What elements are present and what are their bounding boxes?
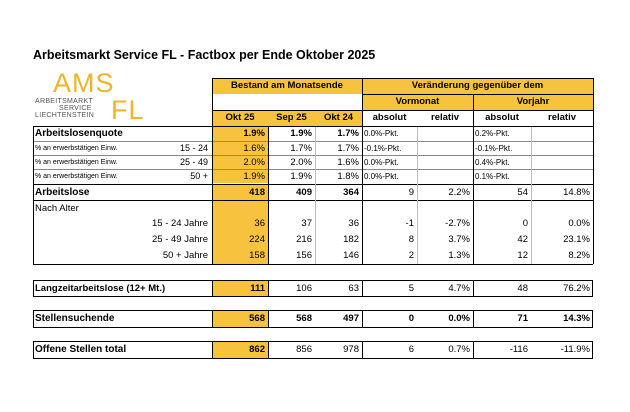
cell-arbeitslose-vm-rel: 2.2% (448, 186, 470, 198)
cell-alter1524-vj-abs: 0 (522, 218, 528, 230)
cell-quote-vj-abs: 0.2%-Pkt. (475, 129, 510, 138)
cell-alter2549-vj-rel: 23.1% (563, 234, 590, 246)
row-label-alter-2549: 25 - 49 Jahre (152, 234, 208, 246)
logo-letters-top: AMS (53, 68, 115, 98)
cell-offene-vj-abs: -116 (509, 344, 528, 356)
row-sub-quote-1524: 15 - 24 (179, 143, 208, 153)
cell-alter1524-okt25: 36 (254, 218, 265, 230)
cell-50plus-vm-rel (417, 170, 473, 183)
cell-50plus-okt25: 1.9% (243, 170, 265, 182)
cell-arbeitslose-vm-abs: 9 (408, 186, 414, 198)
cell-langzeit-okt25: 111 (250, 282, 265, 294)
cell-alter50-vj-rel: 8.2% (568, 250, 590, 262)
row-sub-quote-2549: 25 - 49 (179, 157, 208, 167)
cell-quote-sep25: 1.9% (290, 128, 312, 140)
cell-quote-okt25: 1.9% (243, 128, 265, 140)
cell-offene-sep25: 856 (296, 344, 312, 356)
cell-alter2549-vm-abs: 8 (408, 234, 414, 246)
cell-offene-okt24: 978 (343, 344, 359, 356)
cell-alter50-vm-abs: 2 (408, 250, 414, 262)
cell-50plus-vj-abs: 0.1%-Pkt. (475, 171, 510, 181)
cell-50plus-vj-rel (531, 170, 593, 183)
cell-langzeit-vj-abs: 48 (517, 282, 528, 294)
row-label-stellensuchende: Stellensuchende (35, 313, 115, 324)
cell-alter1524-vj-rel: 0.0% (568, 218, 590, 230)
cell-stellen-sep25: 568 (296, 313, 312, 325)
cell-langzeit-vm-rel: 4.7% (448, 282, 470, 294)
cell-alter2549-okt25: 224 (249, 234, 265, 246)
cell-langzeit-okt24: 63 (348, 282, 359, 294)
cell-langzeit-vm-abs: 5 (408, 282, 414, 294)
cell-stellen-vm-abs: 0 (408, 313, 414, 325)
cell-quote-vm-rel (417, 127, 473, 141)
cell-1524-vj-rel (531, 142, 593, 155)
col-header-vj-relativ: relativ (548, 112, 576, 124)
cell-alter50-vj-abs: 12 (517, 250, 528, 262)
cell-alter1524-sep25: 37 (301, 218, 312, 230)
cell-alter2549-vj-abs: 42 (517, 234, 528, 246)
col-header-vm-relativ: relativ (431, 112, 459, 124)
cell-quote-vj-rel (531, 127, 593, 141)
cell-1524-vj-abs: -0.1%-Pkt. (475, 143, 513, 153)
cell-offene-okt25: 862 (249, 344, 265, 356)
cell-alter50-vm-rel: 1.3% (448, 250, 470, 262)
header-vormonat: Vormonat (395, 96, 440, 108)
cell-stellen-okt25: 568 (249, 313, 265, 325)
row-label-quote-1524: % an erwerbstätigen Einw. (35, 145, 118, 152)
cell-alter1524-okt24: 36 (348, 218, 359, 230)
row-label-quote-2549: % an erwerbstätigen Einw. (35, 159, 118, 166)
cell-2549-okt24: 1.6% (337, 156, 359, 168)
cell-arbeitslose-sep25: 409 (296, 186, 312, 198)
page-title: Arbeitsmarkt Service FL - Factbox per Ende Oktober 2025 (33, 48, 376, 62)
cell-alter50-okt25: 158 (249, 250, 265, 262)
cell-2549-okt25: 2.0% (243, 156, 265, 168)
cell-quote-okt24: 1.7% (337, 128, 359, 140)
cell-langzeit-sep25: 106 (296, 282, 312, 294)
row-label-quote-50plus: % an erwerbstätigen Einw. (35, 173, 118, 180)
cell-offene-vm-abs: 6 (408, 344, 414, 356)
cell-1524-okt24: 1.7% (337, 142, 359, 154)
row-sub-quote-50plus: 50 + (190, 171, 208, 181)
cell-alter50-sep25: 156 (296, 250, 312, 262)
cell-stellen-vm-rel: 0.0% (448, 313, 470, 325)
cell-2549-sep25: 2.0% (290, 156, 312, 168)
header-bestand: Bestand am Monatsende (231, 80, 343, 92)
col-header-sep25: Sep 25 (276, 112, 307, 124)
row-label-arbeitslose: Arbeitslose (35, 186, 90, 198)
col-header-okt25: Okt 25 (225, 112, 255, 124)
cell-50plus-okt24: 1.8% (337, 170, 359, 182)
cell-1524-sep25: 1.7% (290, 142, 312, 154)
cell-alter1524-vm-rel: -2.7% (445, 218, 470, 230)
logo-line-1: ARBEITSMARKT (35, 98, 94, 105)
cell-50plus-sep25: 1.9% (290, 170, 312, 182)
cell-offene-vj-rel: -11.9% (560, 344, 590, 356)
cell-alter2549-sep25: 216 (296, 234, 312, 246)
row-label-alter-50plus: 50 + Jahre (162, 250, 208, 262)
cell-2549-vm-abs: 0.0%-Pkt. (364, 157, 399, 167)
ams-logo (33, 70, 213, 126)
cell-50plus-vm-abs: 0.0%-Pkt. (364, 171, 399, 181)
cell-1524-vm-abs: -0.1%-Pkt. (364, 143, 402, 153)
row-label-alter-1524: 15 - 24 Jahre (152, 218, 208, 230)
cell-offene-vm-rel: 0.7% (448, 344, 470, 356)
header-vorjahr: Vorjahr (516, 96, 550, 108)
cell-alter1524-vm-abs: -1 (405, 218, 414, 230)
col-header-vj-absolut: absolut (485, 112, 519, 124)
cell-arbeitslose-vj-abs: 54 (517, 186, 528, 198)
row-label-nach-alter: Nach Alter (35, 202, 79, 214)
cell-alter2549-okt24: 182 (343, 234, 359, 246)
header-veraenderung: Veränderung gegenüber dem (411, 80, 544, 92)
row-label-langzeit: Langzeitarbeitslose (12+ Mt.) (35, 282, 166, 294)
cell-stellen-vj-abs: 71 (517, 313, 528, 325)
cell-arbeitslose-okt24: 364 (343, 186, 359, 198)
cell-langzeit-vj-rel: 76.2% (563, 282, 590, 294)
cell-2549-vj-abs: 0.4%-Pkt. (475, 157, 510, 167)
logo-line-3: LIECHTENSTEIN (35, 112, 95, 119)
col-header-okt24: Okt 24 (323, 112, 354, 124)
logo-line-2: SERVICE (59, 105, 92, 112)
cell-stellen-vj-rel: 14.3% (563, 313, 590, 325)
cell-stellen-okt24: 497 (343, 313, 359, 325)
logo-letters-bottom: FL (111, 95, 145, 125)
cell-alter50-okt24: 146 (343, 250, 359, 262)
cell-2549-vm-rel (417, 156, 473, 169)
cell-1524-vm-rel (417, 142, 473, 155)
cell-alter2549-vm-rel: 3.7% (448, 234, 470, 246)
row-label-offene-stellen: Offene Stellen total (35, 344, 127, 355)
col-header-vm-absolut: absolut (372, 112, 407, 124)
cell-1524-okt25: 1.6% (243, 142, 265, 154)
cell-arbeitslose-okt25: 418 (249, 186, 265, 198)
cell-quote-vm-abs: 0.0%-Pkt. (364, 129, 399, 138)
cell-2549-vj-rel (531, 156, 593, 169)
cell-arbeitslose-vj-rel: 14.8% (563, 186, 590, 198)
row-label-arbeitslosenquote: Arbeitslosenquote (35, 128, 123, 139)
